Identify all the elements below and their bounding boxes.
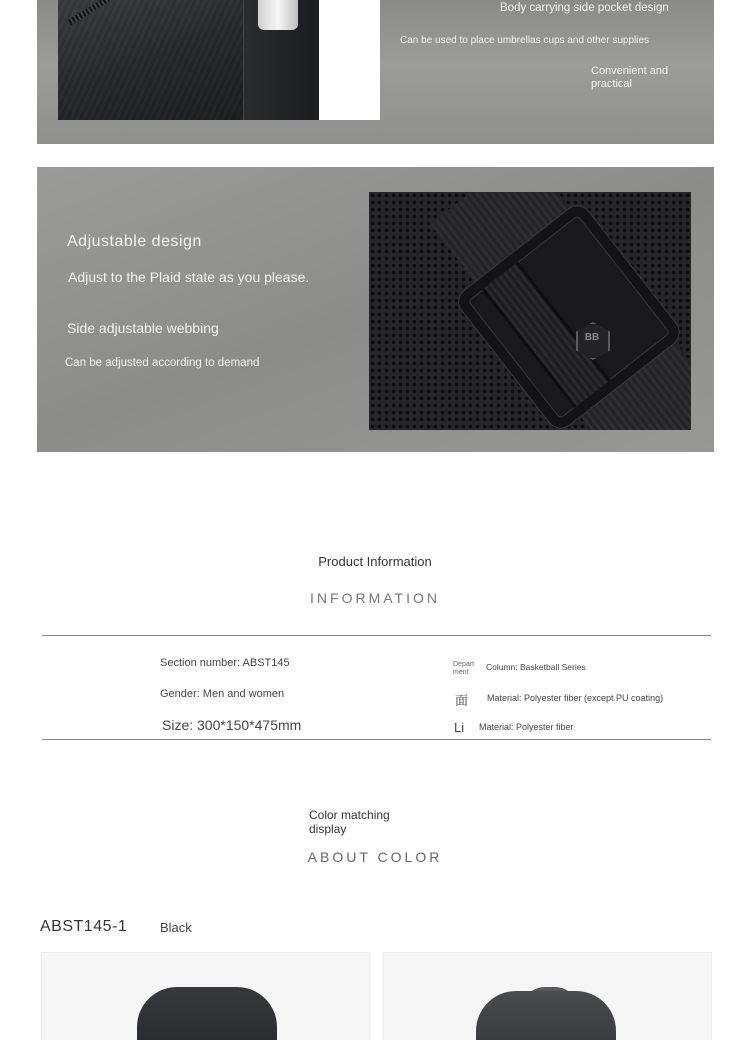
info-title-en: INFORMATION [310,590,440,606]
adjustable-heading: Adjustable design [67,233,202,250]
department-label: Depart ment [453,661,475,676]
color-title-en: ABOUT COLOR [307,849,443,865]
product-image-back [383,952,712,1040]
lining-glyph: Li [454,720,465,735]
side-pocket-subtitle: Can be used to place umbrellas cups and other supplies [400,35,650,46]
info-title: Product Information [318,554,432,569]
cup-image [258,0,298,30]
column: Column: Basketball Series [486,662,586,672]
side-pocket-note: Convenient and practical [591,65,669,90]
side-pocket-photo [58,0,380,120]
side-pocket-title: Body carrying side pocket design [500,2,669,14]
size: Size: 300*150*475mm [162,717,302,733]
fabric-glyph: 面 [455,693,469,708]
adjustable-design-panel [37,167,714,452]
webbing-label: Side adjustable webbing [67,320,219,336]
backpack-front-image [137,987,277,1040]
material-lining: Material: Polyester fiber [479,722,574,732]
variant-code: ABST145-1 [40,918,128,935]
material-outer: Material: Polyester fiber (except PU coating) [487,693,664,703]
product-image-front [41,952,370,1040]
side-pocket-panel [37,0,714,144]
demand-label: Can be adjusted according to demand [65,357,260,369]
buckle-photo [369,192,691,430]
variant-color-name: Black [160,920,192,935]
section-number: Section number: ABST145 [160,657,290,669]
adjustable-subheading: Adjust to the Plaid state as you please. [68,269,310,285]
divider-bottom [42,739,711,740]
backpack-back-image [476,991,616,1040]
color-title: Color matching display [309,808,390,836]
brand-badge-text: BB [584,332,600,343]
divider-top [42,635,711,636]
gender: Gender: Men and women [160,688,285,700]
